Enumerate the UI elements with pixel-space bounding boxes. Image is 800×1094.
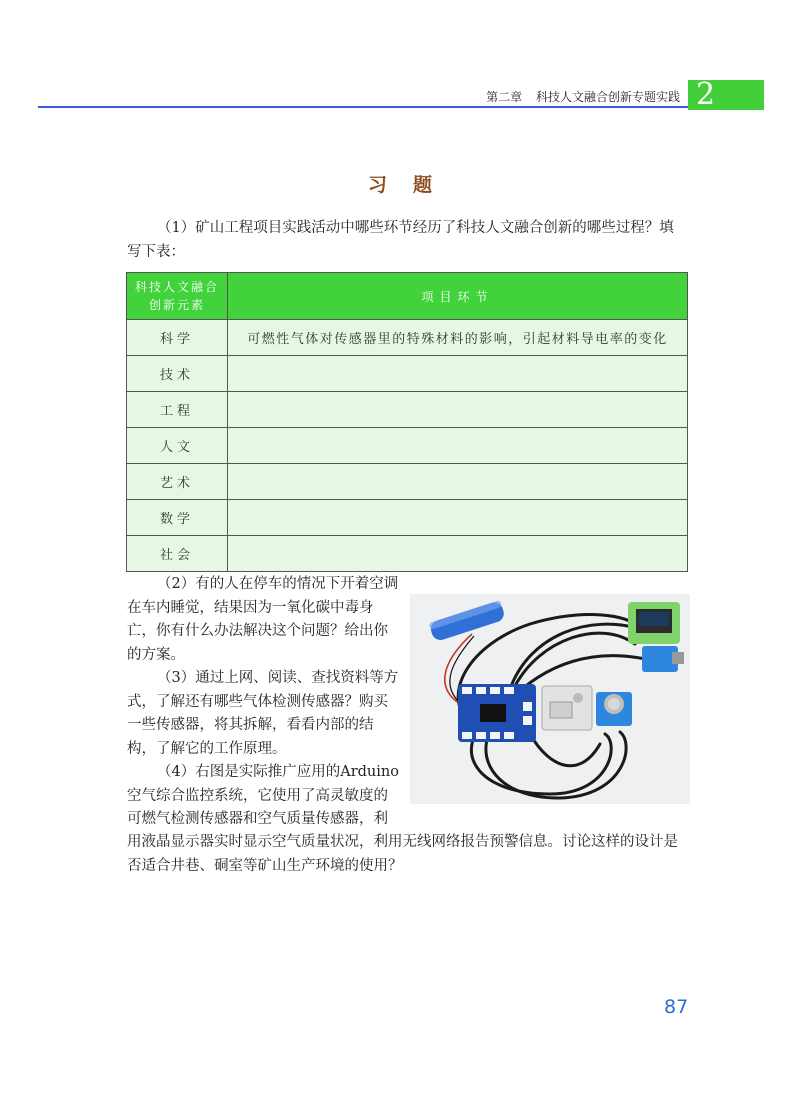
element-cell: 人文 (127, 428, 228, 464)
chapter-label: 第二章 (486, 90, 523, 104)
fusion-elements-table (126, 272, 688, 572)
table-row (127, 428, 688, 464)
table-row (127, 356, 688, 392)
element-cell: 科学 (127, 320, 228, 356)
header-elements-line1: 科技人文融合 (134, 280, 219, 294)
chapter-title: 科技人文融合创新专题实践 (535, 90, 680, 104)
table-row (127, 392, 688, 428)
table-row (127, 536, 688, 572)
header-rule (38, 106, 688, 108)
table-header-row (127, 273, 688, 320)
element-cell: 工程 (127, 392, 228, 428)
stage-cell (228, 392, 688, 428)
running-header (476, 88, 680, 105)
header-elements (127, 273, 228, 320)
section-title: 习题 (367, 174, 458, 196)
table-row (127, 320, 688, 356)
stage-cell (228, 356, 688, 392)
header-elements-line2: 创新元素 (148, 298, 205, 312)
question-2: （2）有的人在停车的情况下开着空调在车内睡觉，结果因为一氧化碳中毒身亡，你有什么办法解决这个问题？给出你的方案。 (127, 576, 399, 663)
stage-cell (228, 464, 688, 500)
question-3: （3）通过上网、阅读、查找资料等方式，了解还有哪些气体检测传感器？购买一些传感器，将其拆解，看看内部的结构，了解它的工作原理。 (127, 670, 399, 757)
element-cell: 艺术 (127, 464, 228, 500)
element-cell: 数学 (127, 500, 228, 536)
element-cell: 技术 (127, 356, 228, 392)
stage-cell: 可燃性气体对传感器里的特殊材料的影响，引起材料导电率的变化 (228, 320, 688, 356)
table-row (127, 500, 688, 536)
question-1: （1）矿山工程项目实践活动中哪些环节经历了科技人文融合创新的哪些过程？填写下表： (127, 220, 674, 260)
question-4-part2: 用液晶显示器实时显示空气质量状况，利用无线网络报告预警信息。讨论这样的设计是否适合井巷、硐室等矿山生产环境的使用？ (127, 834, 678, 874)
stage-cell (228, 536, 688, 572)
stage-cell (228, 500, 688, 536)
stage-cell (228, 428, 688, 464)
question-4-part1: （4）右图是实际推广应用的Arduino空气综合监控系统，它使用了高灵敏度的可燃气检测传感器和空气质量传感器，利 (127, 764, 399, 827)
chapter-number-tab: 2 (688, 80, 764, 110)
table-row (127, 464, 688, 500)
header-stage: 项目环节 (228, 273, 688, 320)
arduino-system-photo (410, 594, 690, 804)
element-cell: 社会 (127, 536, 228, 572)
page-number: 87 (664, 996, 689, 1018)
